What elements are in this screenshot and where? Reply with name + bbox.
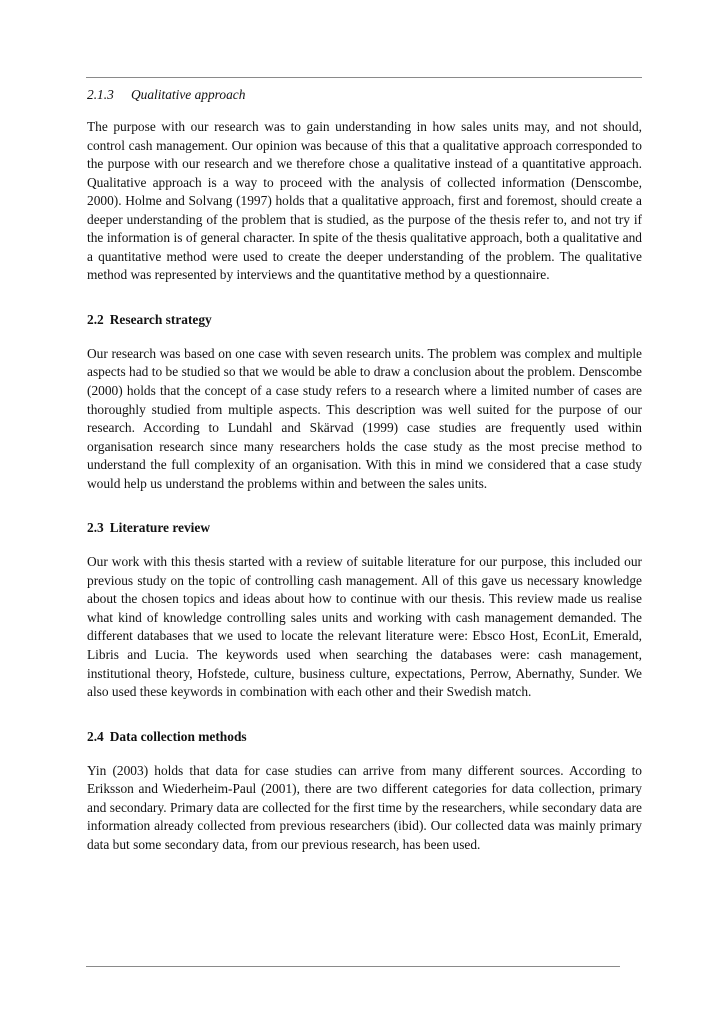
heading-title: Qualitative approach: [131, 87, 246, 102]
heading-number: 2.2: [87, 311, 104, 327]
heading-number: 2.1.3: [87, 87, 114, 102]
body-paragraph: Yin (2003) holds that data for case studies can arrive from many different sources. According to Eriksson and Wiederheim-Paul (2001), there are two different categories for data collection, primary and secondary. Primary data are collected for the first time by the researchers, while secondary data are information already collected from previous researchers (ibid). Our collected data was mainly primary data but some secondary data, from our previous research, has been used.: [87, 762, 642, 852]
footer-rule: [86, 966, 620, 967]
section-data-collection-methods: [87, 728, 642, 855]
section-heading: [87, 728, 642, 746]
header-rule: [86, 77, 642, 78]
body-paragraph: Our research was based on one case with seven research units. The problem was complex and multiple aspects had to be studied so that we would be able to draw a conclusion about the problem. Denscombe (2000) holds that the concept of a case study refers to a research where a limited number of cases are thoroughly studied from multiple aspects. This description was well suited for the purpose of our research. According to Lundahl and Skärvad (1999) case studies are frequently used within organisation research since many researchers holds the case study as the most precise method to understand the full complexity of an organisation. With this in mind we considered that a case study would help us understand the problems within and between the sales units.: [87, 345, 642, 491]
heading-title: Research strategy: [109, 311, 212, 327]
section-literature-review: [87, 519, 642, 701]
heading-number: 2.3: [87, 520, 104, 536]
heading-title: Literature review: [109, 520, 211, 536]
body-paragraph: The purpose with our research was to gain understanding in how sales units may, and not should, control cash management. Our opinion was because of this that a qualitative approach corresponded to the purpose with our research and we therefore chose a qualitative instead of a quantitative approach. Qualitative approach is a way to proceed with the analysis of collected information (Denscombe, 2000). Holme and Solvang (1997) holds that a qualitative approach, first and foremost, should create a deeper understanding of the problem that is studied, as the purpose of the thesis refer to, and not try if the information is of general character. In spite of the thesis qualitative approach, both a qualitative and a quantitative method were used to create the deeper understanding of the problem. The qualitative method was represented by interviews and the quantitative method by a questionnaire.: [87, 119, 642, 283]
section-research-strategy: [87, 311, 642, 493]
section-heading: [87, 519, 642, 537]
heading-number: 2.4: [87, 728, 104, 744]
section-qualitative-approach: [87, 86, 642, 285]
heading-title: Data collection methods: [109, 728, 247, 744]
subsection-heading: [87, 86, 642, 104]
section-heading: [87, 311, 642, 329]
body-paragraph: Our work with this thesis started with a review of suitable literature for our purpose, this included our previous study on the topic of controlling cash management. All of this gave us necessary knowledge about the chosen topics and ideas about how to continue with our thesis. This review made us realise what kind of knowledge controlling sales units and working with cash management demanded. The different databases that we used to locate the relevant literature were: Ebsco Host, EconLit, Emerald, Libris and Lucia. The keywords used when searching the databases were: cash management, institutional theory, Hofstede, culture, business culture, expectations, Perrow, Abernathy, Sunder. We also used these keywords in combination with each other and their Swedish match.: [87, 554, 642, 700]
page-content: [87, 86, 642, 880]
